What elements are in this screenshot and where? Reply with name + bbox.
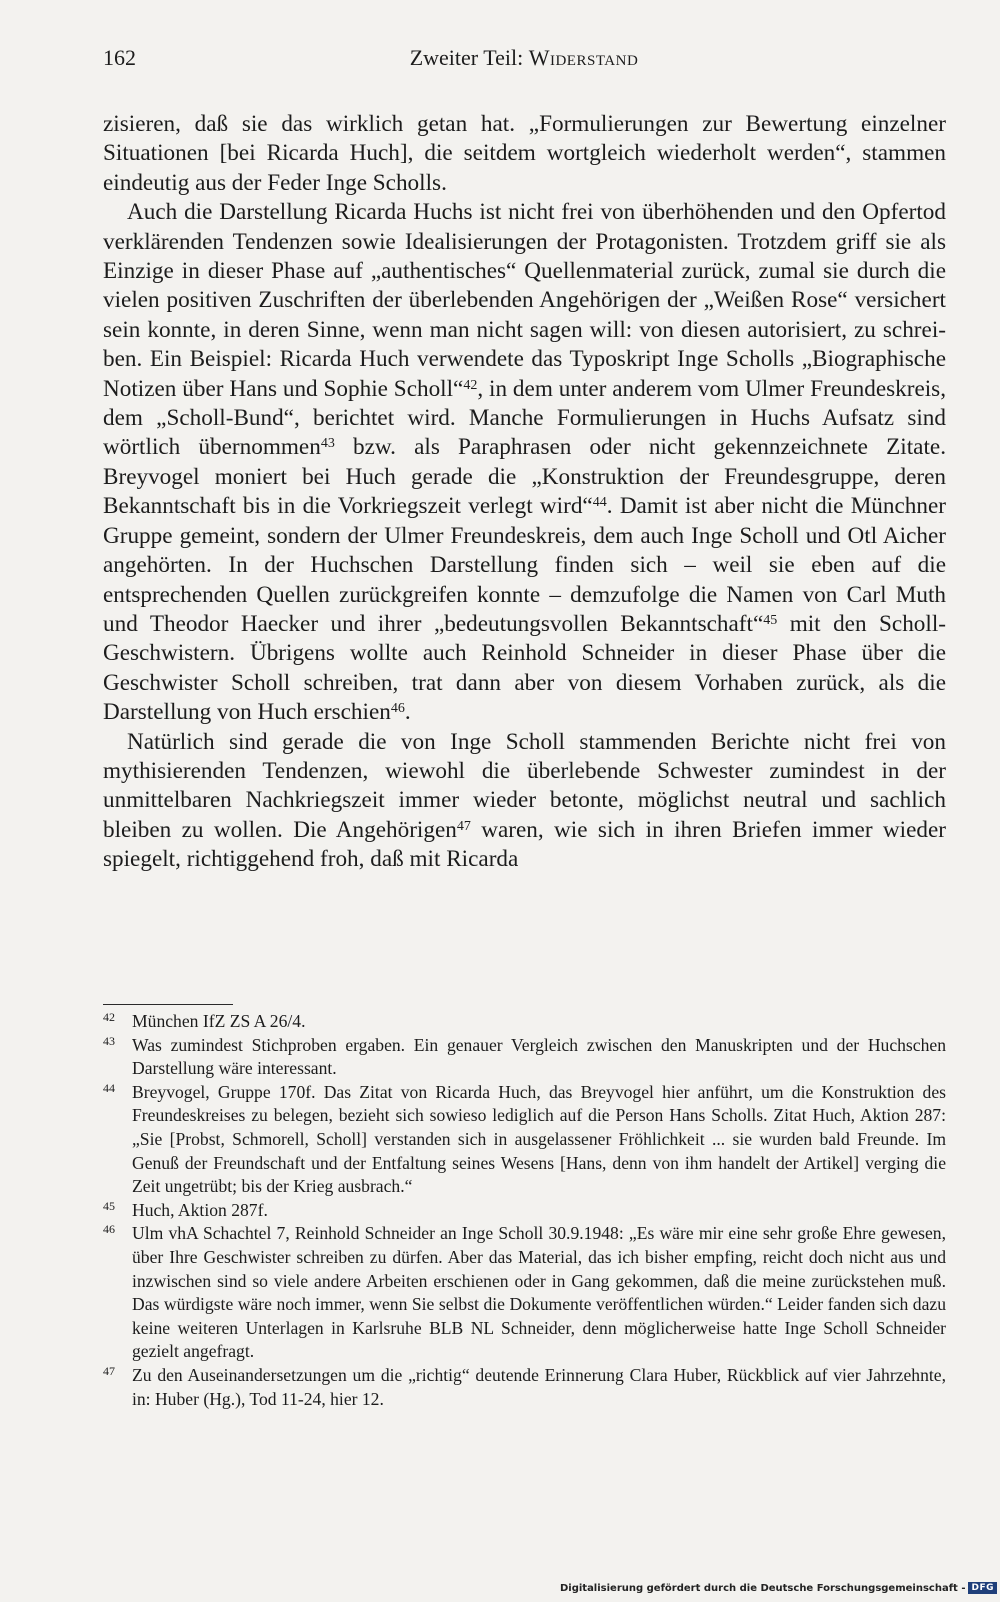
- footnote: [103, 1081, 946, 1199]
- footnote: [103, 1364, 946, 1411]
- running-title-section: Widerstand: [528, 45, 639, 70]
- paragraph-2-text-d: . Damit ist aber nicht die Münchner Gruppe gemeint, sondern der Ulmer Freundeskreis, dem auch Inge Scholl und Otl Aicher angehörten. In der Huchschen Darstellung finden sich – weil sie eben auf die entsprechenden Quellen zurückgreifen konnte – demzufolge die Namen von Carl Muth und Theodor Haecker und ihrer „bedeutungsvollen Bekanntschaft“: [103, 493, 946, 637]
- footnote-text: Ulm vhA Schachtel 7, Reinhold Schneider an Inge Scholl 30.9.1948: „Es wäre mir eine sehr große Ehre gewesen, über Ihre Geschwister schreiben zu dürfen. Aber das Material, das ich bisher empfing, reicht doch nicht aus und inzwischen sind so viele andere Arbeiten erschienen oder in Gang gekommen, daß die meine zurückstehen muß. Das würdigste wäre noch immer, wenn Sie selbst die Dokumente veröffentlichen würden.“ Leider fanden sich dazu keine weiteren Unterlagen in Karlsruhe BLB NL Schneider, denn möglicherweise hatte Inge Scholl Schneider gezielt angefragt.: [132, 1223, 946, 1362]
- footnote-ref-44: 44: [592, 495, 607, 511]
- footnote: [103, 1010, 946, 1034]
- footnote-number: 46: [103, 1222, 115, 1237]
- paragraph-2-text-b: , in dem unter anderem vom Ulmer Freundeskreis, dem „Scholl-Bund“, berichtet wird. Manche Formulierungen in Huchs Aufsatz sind wörtlich übernommen: [103, 375, 947, 461]
- footnote-number: 47: [103, 1363, 115, 1378]
- running-header: [103, 45, 945, 75]
- paragraph-3-text-a: Natürlich sind gerade die von Inge Scholl stammenden Berichte nicht frei von mythisierenden Tendenzen, wiewohl die überlebende Schwester zumindest in der unmittelbaren Nachkriegszeit immer wieder betonte, möglichst neutral und sachlich bleiben zu wollen. Die Angehörigen: [103, 728, 946, 843]
- footnote-ref-47: 47: [456, 818, 471, 834]
- paragraph-2-text-e: mit den Scholl-Geschwistern. Übrigens wollte auch Reinhold Schneider in dieser Phase über die Geschwister Scholl schreiben, trat dann aber von diesem Vorhaben zurück, als die Darstellung von Huch erschien: [103, 610, 946, 726]
- running-title-prefix: Zweiter Teil:: [409, 45, 529, 70]
- footnote-number: 45: [103, 1198, 115, 1213]
- footnote-separator: [103, 1004, 233, 1005]
- footnote-number: 44: [103, 1080, 115, 1095]
- dfg-logo: DFG: [968, 1582, 997, 1594]
- footnote-number: 42: [103, 1010, 115, 1024]
- footnote-text: Was zumindest Stichproben ergaben. Ein genauer Vergleich zwischen den Manuskripten und der Huchschen Darstellung wäre interessant.: [132, 1034, 946, 1079]
- footnote-text: Huch, Aktion 287f.: [132, 1199, 268, 1220]
- footnote-ref-42: 42: [463, 377, 478, 393]
- running-title: [103, 45, 945, 71]
- paragraph-3-text-b: waren, wie sich in ihren Briefen immer wieder spiegelt, richtiggehend froh, daß mit Ricarda: [103, 816, 947, 873]
- paragraph-2: [103, 198, 946, 727]
- paragraph-3: [103, 728, 946, 875]
- footnote: [103, 1034, 946, 1081]
- paragraph-2-text-a: Auch die Darstellung Ricarda Huchs ist nicht frei von überhöhenden und den Opfertod verklärenden Tendenzen sowie Idealisierungen der Protagonisten. Trotzdem griff sie als Einzige in dieser Phase auf „authentisches“ Quellenmaterial zurück, zumal sie durch die vielen positiven Zuschriften der überlebenden Angehörigen der „Weißen Rose“ versichert sein konnte, in deren Sinne, wenn man nicht sagen will: von diesen autorisiert, zu schreiben. Ein Beispiel: Ricarda Huch verwendete das Typoskript Inge Scholls „Biographische Notizen über Hans und Sophie Scholl“: [103, 199, 946, 402]
- footnote-ref-45: 45: [763, 612, 778, 628]
- footnote-text: München IfZ ZS A 26/4.: [132, 1011, 306, 1031]
- digitization-notice: [560, 1582, 997, 1594]
- digitization-notice-text: Digitalisierung gefördert durch die Deutsche Forschungsgemeinschaft -: [559, 1582, 966, 1594]
- footnote-text: Zu den Auseinandersetzungen um die „richtig“ deutende Erinnerung Clara Huber, Rückblick auf vier Jahrzehnte, in: Huber (Hg.), Tod 11-24, hier 12.: [132, 1364, 946, 1409]
- footnotes: [103, 1010, 946, 1411]
- footnote-ref-46: 46: [390, 701, 405, 717]
- paragraph-2-text-c: bzw. als Paraphrasen oder nicht gekennzeichnete Zitate. Breyvogel moniert bei Huch gerade die „Konstruktion der Freundesgruppe, deren Bekanntschaft bis in die Vorkriegszeit verlegt wird“: [103, 434, 946, 520]
- paragraph-1: zisieren, daß sie das wirklich getan hat. „Formulierungen zur Bewertung einzelner Situationen [bei Ricarda Huch], die seitdem wortgleich wiederholt werden“, stammen eindeutig aus der Feder Inge Scholls.: [103, 111, 946, 196]
- footnote-text: Breyvogel, Gruppe 170f. Das Zitat von Ricarda Huch, das Breyvogel hier anführt, um die Konstruktion des Freundeskreises zu belegen, bezieht sich sowieso lediglich auf die Person Hans Scholls. Zitat Huch, Aktion 287: „Sie [Probst, Schmorell, Scholl] verstanden sich in ausgelassener Fröhlichkeit ... sie wurden bald Freunde. Im Genuß der Freundschaft und der Entfaltung seines Wesens [Hans, denn von ihm handelt der Artikel] verging die Zeit ungetrübt; bis der Krieg ausbrach.“: [132, 1081, 946, 1197]
- footnote: [103, 1199, 946, 1223]
- footnote-number: 43: [103, 1033, 115, 1048]
- page-number: 162: [103, 45, 136, 70]
- footnote: [103, 1222, 946, 1364]
- paragraph-2-text-f: .: [404, 699, 411, 726]
- main-text: [103, 110, 946, 875]
- footnote-ref-43: 43: [320, 436, 335, 452]
